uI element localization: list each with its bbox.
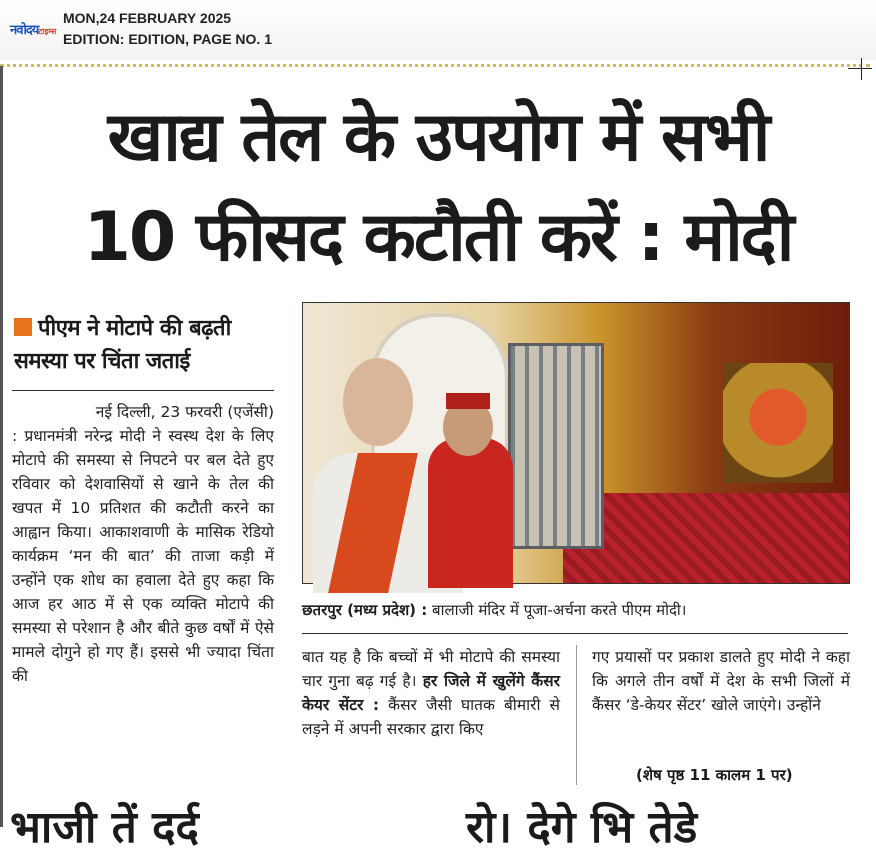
column-2-text-continued: कैंसर जैसी घातक बीमारी से लड़ने में अपनी सरकार द्वारा किए: [302, 696, 560, 738]
newspaper-logo[interactable]: [10, 20, 57, 42]
viewer-header: [0, 0, 876, 60]
photo-person-2: [428, 438, 513, 588]
headline-line-2: 10 फीसद कटौती करें : मोदी: [83, 198, 793, 277]
edition-date: MON,24 FEBRUARY 2025: [63, 10, 232, 26]
dotted-divider: [0, 64, 870, 67]
photo-door-grill: [508, 343, 604, 549]
dateline: नई दिल्ली, 23 फरवरी (एजेंसी): [95, 403, 274, 421]
caption-place: छतरपुर (मध्य प्रदेश) :: [302, 601, 428, 619]
crop-mark-icon: [861, 58, 862, 80]
main-headline[interactable]: [8, 88, 868, 288]
photo-floor: [563, 493, 849, 583]
article-column-3: [592, 645, 850, 717]
article-column-2: [302, 645, 560, 741]
column-3-text: गए प्रयासों पर प्रकाश डालते हुए मोदी ने कहा कि अगले तीन वर्षों में देश के सभी जिलों में कैंसर ‘डे-केयर सेंटर’ खोले जाएंगे। उन्होंने: [592, 648, 850, 714]
caption-text: बालाजी मंदिर में पूजा-अर्चना करते पीएम मोदी।: [432, 601, 687, 619]
deck-divider: [12, 390, 274, 391]
column-2-text: बात यह है कि बच्चों में भी मोटापे की समस्या चार गुना बढ़ गई है।: [302, 648, 560, 690]
logo-suffix: टाइम्स: [38, 27, 57, 36]
column-divider: [576, 645, 577, 785]
edition-page-number: EDITION: EDITION, PAGE NO. 1: [63, 31, 272, 47]
photo-person-1-head: [343, 358, 413, 446]
column-1-text: : प्रधानमंत्री नरेन्द्र मोदी ने स्वस्थ देश के लिए मोटापे की समस्या से निपटने पर बल देते हुए रविवार को देशवासियों से खाने के तेल की खपत में 10 प्रतिशत की कटौती करने का आह्वान किया। आकाशवाणी के मासिक रेडियो कार्यक्रम ‘मन की बात’ की ताजा कड़ी में उन्होंने एक शोध का हवाला देते हुए कहा कि आज हर आठ में से एक व्यक्ति मोटापे की समस्या से परेशान है और बीते कुछ वर्षों में ऐसे मामले दोगुने हो गए हैं। इससे भी ज्यादा चिंता की: [12, 427, 274, 685]
bullet-square-icon: [14, 318, 32, 336]
sub-deck-text: पीएम ने मोटापे की बढ़ती समस्या पर चिंता जताई: [14, 316, 231, 374]
sub-deck: [14, 312, 276, 378]
news-photo[interactable]: [302, 302, 850, 584]
article-column-1: [12, 400, 274, 688]
logo-text: नवोदय: [10, 23, 39, 38]
next-headline-right: रो। देगे भि तेडे: [466, 802, 698, 853]
continued-on-page-note[interactable]: (शेष पृष्ठ 11 कालम 1 पर): [636, 766, 793, 784]
photo-cap: [446, 393, 490, 409]
page-edge: [0, 66, 3, 827]
next-headline-left: भाजी तें दर्द: [10, 802, 199, 853]
inline-subhead: हर जिले में खुलेंगे कैंसर केयर सेंटर :: [302, 672, 560, 714]
crop-mark-horizontal: [848, 68, 872, 69]
caption-divider: [302, 633, 848, 634]
next-article-headline: [6, 800, 876, 853]
photo-caption: [302, 600, 862, 620]
headline-line-1: खाद्य तेल के उपयोग में सभी: [107, 98, 769, 177]
photo-shrine: [723, 363, 833, 483]
